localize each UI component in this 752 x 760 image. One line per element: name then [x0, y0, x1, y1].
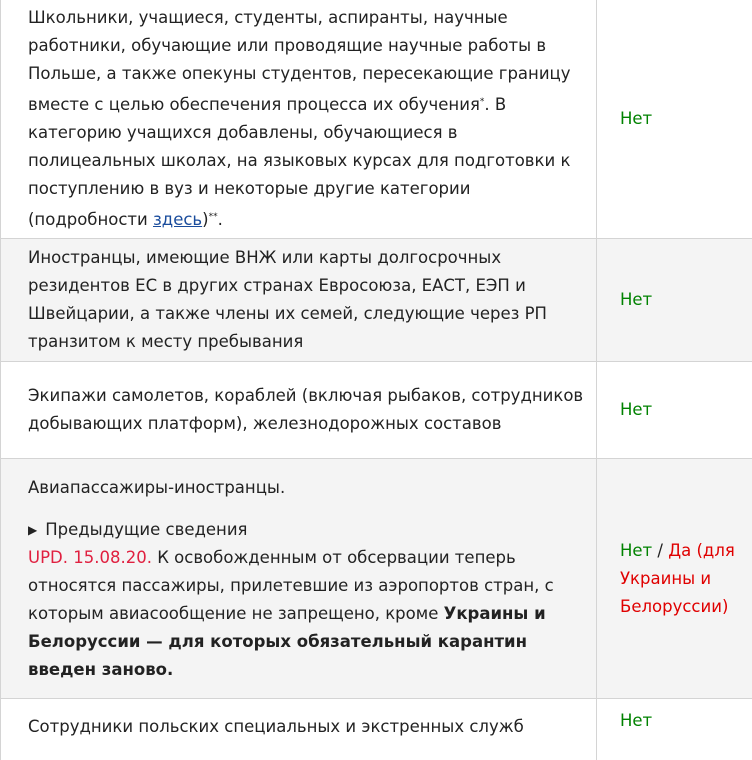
- answer-no: Нет: [620, 290, 653, 309]
- table-row: [1, 239, 752, 362]
- category-text: .: [217, 209, 223, 229]
- category-text: Иностранцы, имеющие ВНЖ или карты долгосрочных резидентов ЕС в других странах Евросоюза, ЕАСТ, ЕЭП и Швейцарии, а также члены их семей, следующие через РП транзитом к месту пребывания: [28, 248, 547, 351]
- details-link[interactable]: здесь: [153, 209, 203, 229]
- category-cell: [1, 459, 597, 699]
- category-cell: [1, 362, 597, 459]
- category-text: . В категорию учащихся добавлены, обучающиеся в полицеальных школах, на языковых курсах для подготовки к поступлению в вуз и некоторые другие категории (подробности: [28, 94, 571, 229]
- update-bold: Украины и Белоруссии — для которых обязательный карантин введен заново.: [28, 603, 546, 679]
- previous-info-toggle[interactable]: [28, 516, 586, 544]
- table-row: [1, 459, 752, 699]
- category-cell: [1, 699, 597, 760]
- category-text: Сотрудники польских специальных и экстренных служб: [28, 717, 524, 736]
- answer-cell: [597, 362, 752, 459]
- answer-no: Нет: [620, 711, 653, 730]
- answer-no: Нет: [620, 108, 653, 128]
- details-summary: Предыдущие сведения: [45, 519, 248, 539]
- table-row: [1, 699, 752, 760]
- update-note: [28, 544, 586, 684]
- category-text: Школьники, учащиеся, студенты, аспиранты, научные работники, обучающие или проводящие научные работы в Польше, а также опекуны студентов, пересекающие границу вместе с целью обеспечения процесса их обучения: [28, 7, 571, 114]
- update-label: UPD. 15.08.20.: [28, 547, 152, 567]
- category-cell: [1, 239, 597, 362]
- category-text: Экипажи самолетов, кораблей (включая рыбаков, сотрудников добывающих платформ), железнодорожных составов: [28, 386, 584, 433]
- answer-cell: [597, 459, 752, 699]
- category-cell: [1, 0, 597, 239]
- footnote-marker: **: [208, 211, 218, 222]
- answer-cell: [597, 239, 752, 362]
- answer-no: Нет: [620, 400, 653, 419]
- answer-yes: Да (для Украины и Белоруссии): [620, 540, 735, 616]
- update-text: К освобожденным от обсервации теперь относятся пассажиры, прилетевшие из аэропортов стран, с которым авиасообщение не запрещено, кроме: [28, 547, 554, 623]
- answer-cell: [597, 0, 752, 239]
- answer-cell: [597, 699, 752, 760]
- category-text: Авиапассажиры-иностранцы.: [28, 477, 286, 497]
- table-row: [1, 0, 752, 239]
- answer-no: Нет: [620, 540, 653, 560]
- table-row: [1, 362, 752, 459]
- footnote-marker: *: [479, 96, 485, 107]
- category-text: ): [202, 209, 209, 229]
- triangle-right-icon: ▶: [28, 522, 38, 537]
- answer-separator: /: [652, 540, 669, 560]
